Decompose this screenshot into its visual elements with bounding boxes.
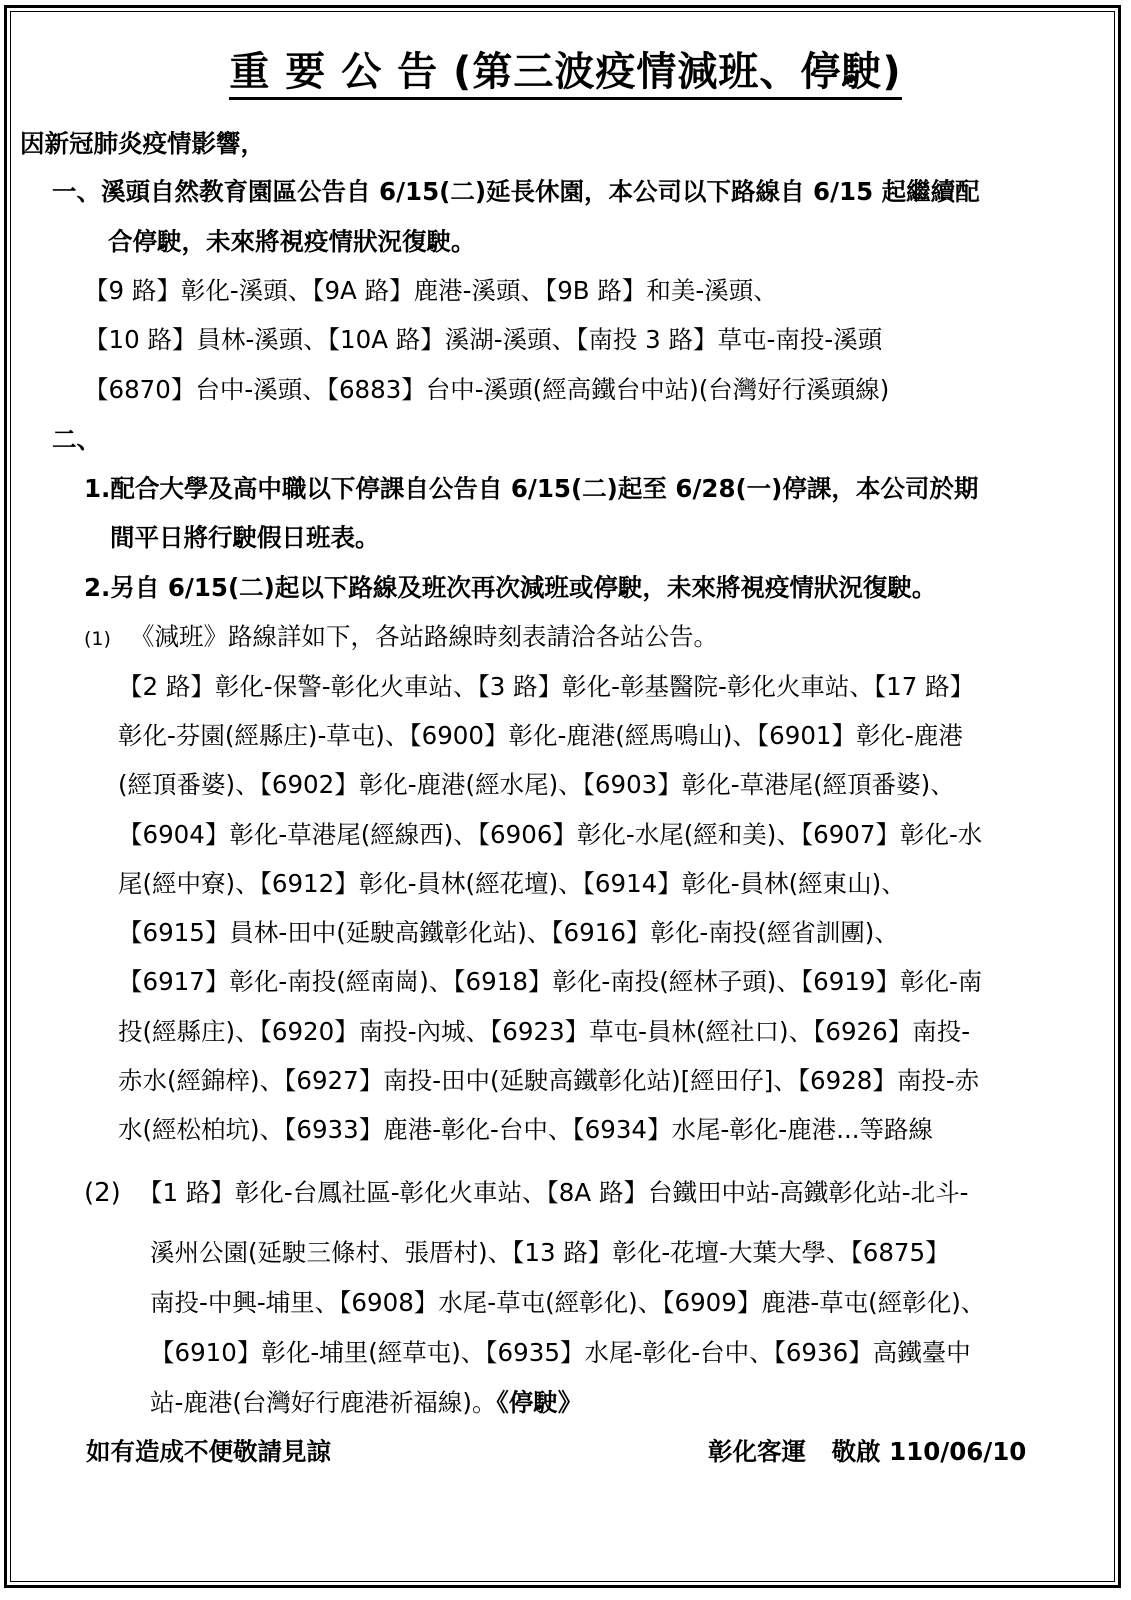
section2-heading: 二、 xyxy=(52,425,101,454)
sub2-route-line: 南投-中興-埔里、【6908】水尾-草屯(經彰化)、【6909】鹿港-草屯(經彰化)、 xyxy=(150,1288,986,1317)
intro-text: 因新冠肺炎疫情影響， xyxy=(20,129,265,158)
sub2-number: (2) xyxy=(84,1178,121,1208)
sub1-route-line: 【2 路】彰化-保警-彰化火車站、【3 路】彰化-彰基醫院-彰化火車站、【17 路】 xyxy=(118,672,975,701)
sub1-route-line: 水(經松柏坑)、【6933】鹿港-彰化-台中、【6934】水尾-彰化-鹿港...等路線 xyxy=(118,1115,934,1144)
section1-line1: 一、溪頭自然教育園區公告自 6/15(二)延長休園，本公司以下路線自 6/15 起繼續配 xyxy=(52,177,980,206)
sub1-route-line: (經頂番婆)、【6902】彰化-鹿港(經水尾)、【6903】彰化-草港尾(經頂番婆)、 xyxy=(118,770,955,799)
section2-item1-line1: 1.配合大學及高中職以下停課自公告自 6/15(二)起至 6/28(一)停課，本公司於期 xyxy=(84,474,979,503)
sub1-route-line: 彰化-芬園(經縣庄)-草屯)、【6900】彰化-鹿港(經馬鳴山)、【6901】彰化-鹿港 xyxy=(118,721,963,750)
apology-text: 如有造成不便敬請見諒 xyxy=(86,1437,331,1466)
signature: 彰化客運 敬啟 110/06/10 xyxy=(708,1437,1027,1466)
sub1-route-line: 尾(經中寮)、【6912】彰化-員林(經花壇)、【6914】彰化-員林(經東山)、 xyxy=(118,869,906,898)
section1-route-line: 【6870】台中-溪頭、【6883】台中-溪頭(經高鐵台中站)(台灣好行溪頭線) xyxy=(84,375,890,404)
sub1-text: 《減班》路線詳如下，各站路線時刻表請洽各站公告。 xyxy=(130,622,718,651)
sub1-route-line: 赤水(經錦梓)、【6927】南投-田中(延駛高鐵彰化站)[經田仔]、【6928】南投-赤 xyxy=(118,1066,980,1095)
sub1-number: (1) xyxy=(84,628,111,650)
sub2-route-line: 【6910】彰化-埔里(經草屯)、【6935】水尾-彰化-台中、【6936】高鐵臺中 xyxy=(150,1338,971,1367)
section2-item2: 2.另自 6/15(二)起以下路線及班次再次減班或停駛，未來將視疫情狀況復駛。 xyxy=(84,573,937,602)
notice-title: 重 要 公 告 (第三波疫情減班、停駛) xyxy=(0,40,1131,97)
sub1-route-line: 【6917】彰化-南投(經南崗)、【6918】彰化-南投(經林子頭)、【6919】彰化-南 xyxy=(118,967,983,996)
section1-line2: 合停駛，未來將視疫情狀況復駛。 xyxy=(108,227,476,256)
section1-route-line: 【9 路】彰化-溪頭、【9A 路】鹿港-溪頭、【9B 路】和美-溪頭、 xyxy=(84,276,778,305)
sub1-route-line: 【6904】彰化-草港尾(經線西)、【6906】彰化-水尾(經和美)、【6907】彰化-水 xyxy=(118,820,983,849)
suspended-tag: 《停駛》 xyxy=(496,1388,583,1417)
sub2-route-line: 溪州公園(延駛三條村、張厝村)、【13 路】彰化-花壇-大葉大學、【6875】 xyxy=(150,1238,950,1267)
sub2-last-line xyxy=(150,1388,582,1418)
section2-item1-line2: 間平日將行駛假日班表。 xyxy=(110,523,380,552)
sub1-route-line: 【6915】員林-田中(延駛高鐵彰化站)、【6916】彰化-南投(經省訓團)、 xyxy=(118,918,899,947)
sub2-first-line: 【1 路】彰化-台鳳社區-彰化火車站、【8A 路】台鐵田中站-高鐵彰化站-北斗- xyxy=(138,1178,969,1207)
sub1-route-line: 投(經縣庄)、【6920】南投-內城、【6923】草屯-員林(經社口)、【6926】南投- xyxy=(118,1017,971,1046)
section1-route-line: 【10 路】員林-溪頭、【10A 路】溪湖-溪頭、【南投 3 路】草屯-南投-溪頭 xyxy=(84,325,883,354)
sub2-last-text: 站-鹿港(台灣好行鹿港祈福線)。 xyxy=(150,1388,497,1417)
